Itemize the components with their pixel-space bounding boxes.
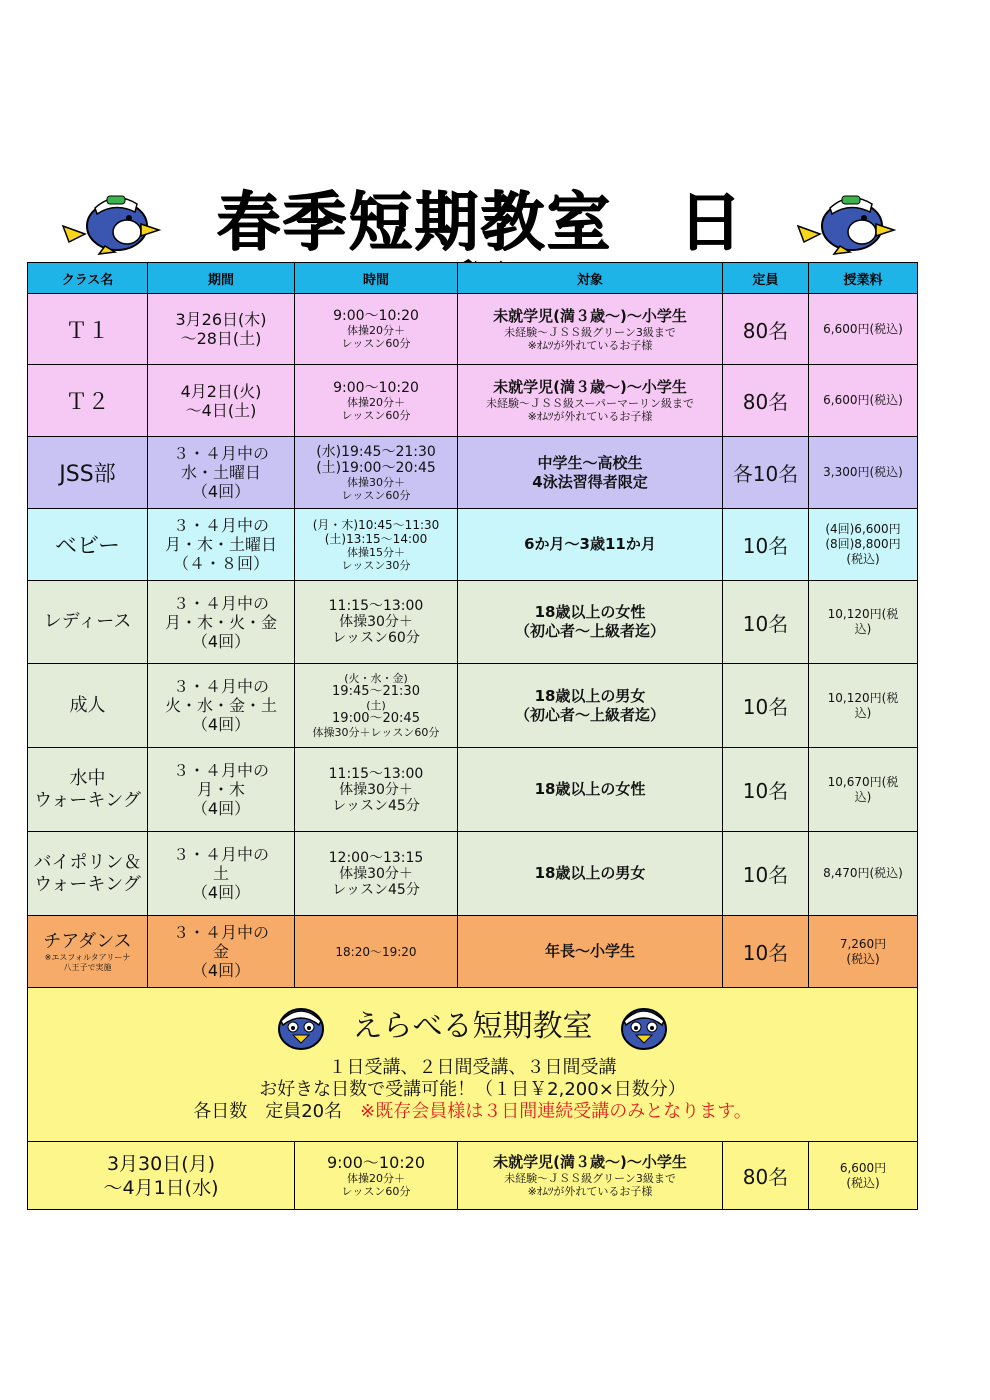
- class-fee: [809, 664, 918, 748]
- period-line: ３・４月中の: [172, 845, 269, 864]
- fee-line: (税込): [846, 951, 880, 966]
- class-capacity: 10名: [723, 748, 809, 832]
- class-capacity: 80名: [723, 294, 809, 365]
- target-main: （初心者～上級者迄）: [514, 705, 665, 724]
- period-line: ３・４月中の: [172, 761, 269, 780]
- target-sub: 未経験～ＪＳＳ級グリーン3級まで: [504, 1172, 676, 1185]
- class-capacity: 10名: [723, 509, 809, 581]
- class-name-line: ウォーキング: [34, 789, 141, 811]
- time-line: 9:00～10:20: [333, 308, 419, 324]
- elab-capacity-text: 各日数 定員20名: [193, 1100, 361, 1122]
- elab-line: １日受講、２日間受講、３日間受講: [328, 1056, 617, 1078]
- fee-line: (4回)6,600円: [825, 522, 901, 536]
- time-sub: (火・水・金): [344, 672, 408, 685]
- col-header-period: 期間: [148, 263, 295, 294]
- class-name: JSS部: [28, 437, 148, 509]
- fee-line: (税込): [846, 1175, 880, 1190]
- class-time: [295, 294, 458, 365]
- fee-line: 込): [854, 705, 872, 720]
- class-target: [458, 664, 723, 748]
- period-line: 4月2日(火): [180, 381, 262, 401]
- period-line: （4回）: [191, 961, 251, 980]
- elab-time: [295, 1142, 458, 1210]
- class-capacity: 各10名: [723, 437, 809, 509]
- time-sub: 体操15分＋: [347, 545, 405, 559]
- fee-line: 6,600円: [839, 1160, 887, 1175]
- time-sub: レッスン45分: [332, 881, 420, 898]
- target-main: （初心者～上級者迄）: [514, 622, 665, 640]
- class-time: 18:20～19:20: [295, 916, 458, 988]
- class-name-line: ウォーキング: [34, 873, 141, 895]
- time-line: (土)13:15～14:00: [324, 531, 428, 546]
- class-target: [458, 581, 723, 664]
- penguin-mascot-icon: [790, 186, 900, 256]
- class-period: [148, 437, 295, 509]
- col-header-time: 時間: [295, 263, 458, 294]
- table-row: [28, 365, 918, 437]
- period-line: 水・土曜日: [180, 463, 261, 482]
- time-line: 19:45～21:30: [332, 684, 420, 699]
- penguin-mascot-icon: [55, 186, 165, 256]
- class-fee: [809, 748, 918, 832]
- class-period: [148, 581, 295, 664]
- period-line: ３・４月中の: [172, 516, 269, 535]
- class-target: [458, 748, 723, 832]
- page-title: 春季短期教室 日: [216, 186, 744, 260]
- class-fee: 3,300円(税込): [809, 437, 918, 509]
- class-fee: 6,600円(税込): [809, 294, 918, 365]
- class-period: [148, 916, 295, 988]
- class-target: [458, 294, 723, 365]
- time-sub: (土): [366, 699, 386, 712]
- class-time: [295, 509, 458, 581]
- time-sub: 体操30分＋: [339, 614, 413, 630]
- class-fee: [809, 581, 918, 664]
- table-row: [28, 832, 918, 916]
- period-line: ３・４月中の: [172, 677, 269, 696]
- time-line: 9:00～10:20: [333, 379, 419, 396]
- class-target: [458, 509, 723, 581]
- class-name-note: ※エスフォルタアリーナ: [44, 952, 131, 962]
- period-line: （4回）: [191, 631, 251, 651]
- class-time: [295, 664, 458, 748]
- period-line: 金: [212, 942, 229, 961]
- period-line: 火・水・金・土: [164, 696, 277, 715]
- elab-capacity: 80名: [723, 1142, 809, 1210]
- class-fee: [809, 916, 918, 988]
- col-header-target: 対象: [458, 263, 723, 294]
- fee-line: (8回)8,800円: [825, 537, 901, 551]
- fee-line: 込): [854, 789, 872, 804]
- fee-line: 7,260円: [839, 936, 887, 951]
- class-target: [458, 916, 723, 988]
- class-time: [295, 437, 458, 509]
- time-sub: レッスン60分: [341, 1184, 411, 1198]
- elab-target: [458, 1142, 723, 1210]
- time-sub: レッスン60分: [341, 488, 411, 502]
- class-period: [148, 365, 295, 437]
- target-main: 6か月～3歳11か月: [524, 535, 656, 553]
- elab-title: えらべる短期教室: [352, 1008, 593, 1044]
- time-line: (土)19:00～20:45: [316, 459, 436, 476]
- period-line: （4回）: [191, 883, 251, 902]
- period-line: ～4月1日(水): [103, 1176, 219, 1199]
- col-header-fee: 授業料: [809, 263, 918, 294]
- class-name-line: 水中: [69, 767, 106, 789]
- table-row: [28, 916, 918, 988]
- elab-line: [30, 1101, 915, 1123]
- period-line: 月・木・火・金: [164, 612, 277, 632]
- time-sub: 体操30分＋: [339, 781, 413, 798]
- target-main: 未就学児(満３歳～)～小学生: [493, 378, 687, 396]
- class-capacity: 80名: [723, 365, 809, 437]
- schedule-table: [27, 262, 918, 1210]
- table-row: [28, 437, 918, 509]
- elab-title-block: [30, 997, 915, 1057]
- class-capacity: 10名: [723, 664, 809, 748]
- period-line: 月・木: [196, 780, 245, 799]
- period-line: （4回）: [191, 799, 251, 818]
- period-line: ３・４月中の: [172, 444, 269, 463]
- target-main: 18歳以上の女性: [534, 603, 646, 621]
- time-sub: レッスン60分: [341, 408, 411, 422]
- time-sub: 体操30分＋: [347, 475, 405, 489]
- page-header: [0, 180, 990, 260]
- time-sub: レッスン45分: [332, 797, 420, 814]
- class-name: 成人: [28, 664, 148, 748]
- class-name: レディース: [28, 581, 148, 664]
- time-sub: 体操20分＋: [347, 395, 405, 409]
- time-sub: 体操30分＋: [339, 865, 413, 882]
- class-period: [148, 832, 295, 916]
- class-fee: 6,600円(税込): [809, 365, 918, 437]
- class-name-note: 八王子で実施: [63, 962, 112, 972]
- table-header-row: [28, 263, 918, 294]
- time-sub: 体操30分＋レッスン60分: [312, 726, 440, 739]
- period-line: （4回）: [191, 482, 251, 501]
- class-target: [458, 832, 723, 916]
- time-line: 11:15～13:00: [328, 598, 424, 614]
- fee-line: 10,670円(税: [827, 774, 899, 789]
- table-row: [28, 1142, 918, 1210]
- class-target: [458, 437, 723, 509]
- elab-warning-text: ※既存会員様は３日間連続受講のみとなります。: [360, 1100, 752, 1122]
- table-row: [28, 748, 918, 832]
- class-fee: 8,470円(税込): [809, 832, 918, 916]
- col-header-capacity: 定員: [723, 263, 809, 294]
- period-line: ～28日(土): [180, 329, 262, 348]
- target-sub: 未経験～ＪＳＳ級グリーン3級まで: [504, 325, 676, 339]
- time-line: (水)19:45～21:30: [316, 443, 436, 460]
- col-header-class: クラス名: [28, 263, 148, 294]
- elab-description: [30, 1057, 915, 1137]
- target-main: 18歳以上の男女: [534, 686, 646, 705]
- class-period: [148, 748, 295, 832]
- target-main: 未就学児(満３歳～)～小学生: [493, 306, 687, 325]
- period-line: ３・４月中の: [172, 923, 269, 942]
- target-main: 中学生～高校生: [537, 453, 643, 472]
- penguin-face-icon: [618, 1003, 670, 1051]
- fee-line: 込): [854, 622, 872, 636]
- elab-period: [28, 1142, 295, 1210]
- time-line: 9:00～10:20: [326, 1152, 426, 1172]
- class-name: [28, 832, 148, 916]
- target-main: 18歳以上の男女: [534, 864, 646, 882]
- class-time: [295, 365, 458, 437]
- time-sub: 体操20分＋: [347, 324, 405, 337]
- class-capacity: 10名: [723, 832, 809, 916]
- class-time: [295, 832, 458, 916]
- class-name: [28, 748, 148, 832]
- penguin-face-icon: [275, 1003, 327, 1051]
- period-line: ３・４月中の: [172, 593, 269, 613]
- time-line: 19:00～20:45: [332, 711, 420, 726]
- period-line: 3月26日(木): [175, 310, 267, 329]
- class-period: [148, 509, 295, 581]
- target-main: 18歳以上の女性: [534, 780, 646, 798]
- table-row: [28, 664, 918, 748]
- class-name: Ｔ２: [28, 365, 148, 437]
- class-period: [148, 294, 295, 365]
- target-main: 4泳法習得者限定: [532, 472, 648, 491]
- class-capacity: 10名: [723, 581, 809, 664]
- table-row: [28, 581, 918, 664]
- fee-line: 10,120円(税: [827, 607, 899, 621]
- class-capacity: 10名: [723, 916, 809, 988]
- class-period: [148, 664, 295, 748]
- period-line: ～4日(土): [185, 400, 257, 420]
- time-line: 12:00～13:15: [328, 849, 424, 866]
- period-line: （4回）: [191, 715, 251, 734]
- period-line: 3月30日(月): [106, 1152, 216, 1175]
- table-row: [28, 509, 918, 581]
- class-target: [458, 365, 723, 437]
- class-time: [295, 581, 458, 664]
- time-sub: レッスン30分: [341, 558, 411, 572]
- elab-section: [28, 988, 918, 1142]
- elab-line: お好きな日数で受講可能！（１日￥2,200×日数分）: [259, 1078, 686, 1100]
- class-name-line: バイポリン＆: [33, 851, 142, 873]
- class-name: ベビー: [28, 509, 148, 581]
- target-sub: 未経験～ＪＳＳ級スーパーマーリン級まで: [486, 397, 694, 410]
- period-line: 月・木・土曜日: [164, 535, 277, 554]
- elab-banner: [28, 988, 918, 1142]
- class-name: [28, 916, 148, 988]
- elab-fee: [809, 1142, 918, 1210]
- class-name: Ｔ１: [28, 294, 148, 365]
- target-sub: ※ｵﾑﾂが外れているお子様: [527, 1185, 653, 1198]
- fee-line: (税込): [846, 552, 880, 566]
- class-name-line: チアダンス: [43, 930, 132, 952]
- target-main: 年長～小学生: [544, 942, 635, 960]
- fee-line: 10,120円(税: [827, 690, 899, 705]
- time-line: 11:15～13:00: [328, 765, 424, 782]
- class-time: [295, 748, 458, 832]
- time-line: (月・木)10:45～11:30: [312, 517, 440, 532]
- time-sub: レッスン60分: [332, 630, 420, 646]
- period-line: 土: [212, 864, 229, 883]
- time-sub: レッスン60分: [341, 337, 411, 350]
- target-main: 未就学児(満３歳～)～小学生: [493, 1153, 687, 1171]
- time-sub: 体操20分＋: [347, 1171, 405, 1185]
- table-row: [28, 294, 918, 365]
- target-sub: ※ｵﾑﾂが外れているお子様: [527, 338, 653, 352]
- period-line: （４・８回）: [172, 554, 269, 573]
- class-fee: [809, 509, 918, 581]
- target-sub: ※ｵﾑﾂが外れているお子様: [527, 410, 653, 423]
